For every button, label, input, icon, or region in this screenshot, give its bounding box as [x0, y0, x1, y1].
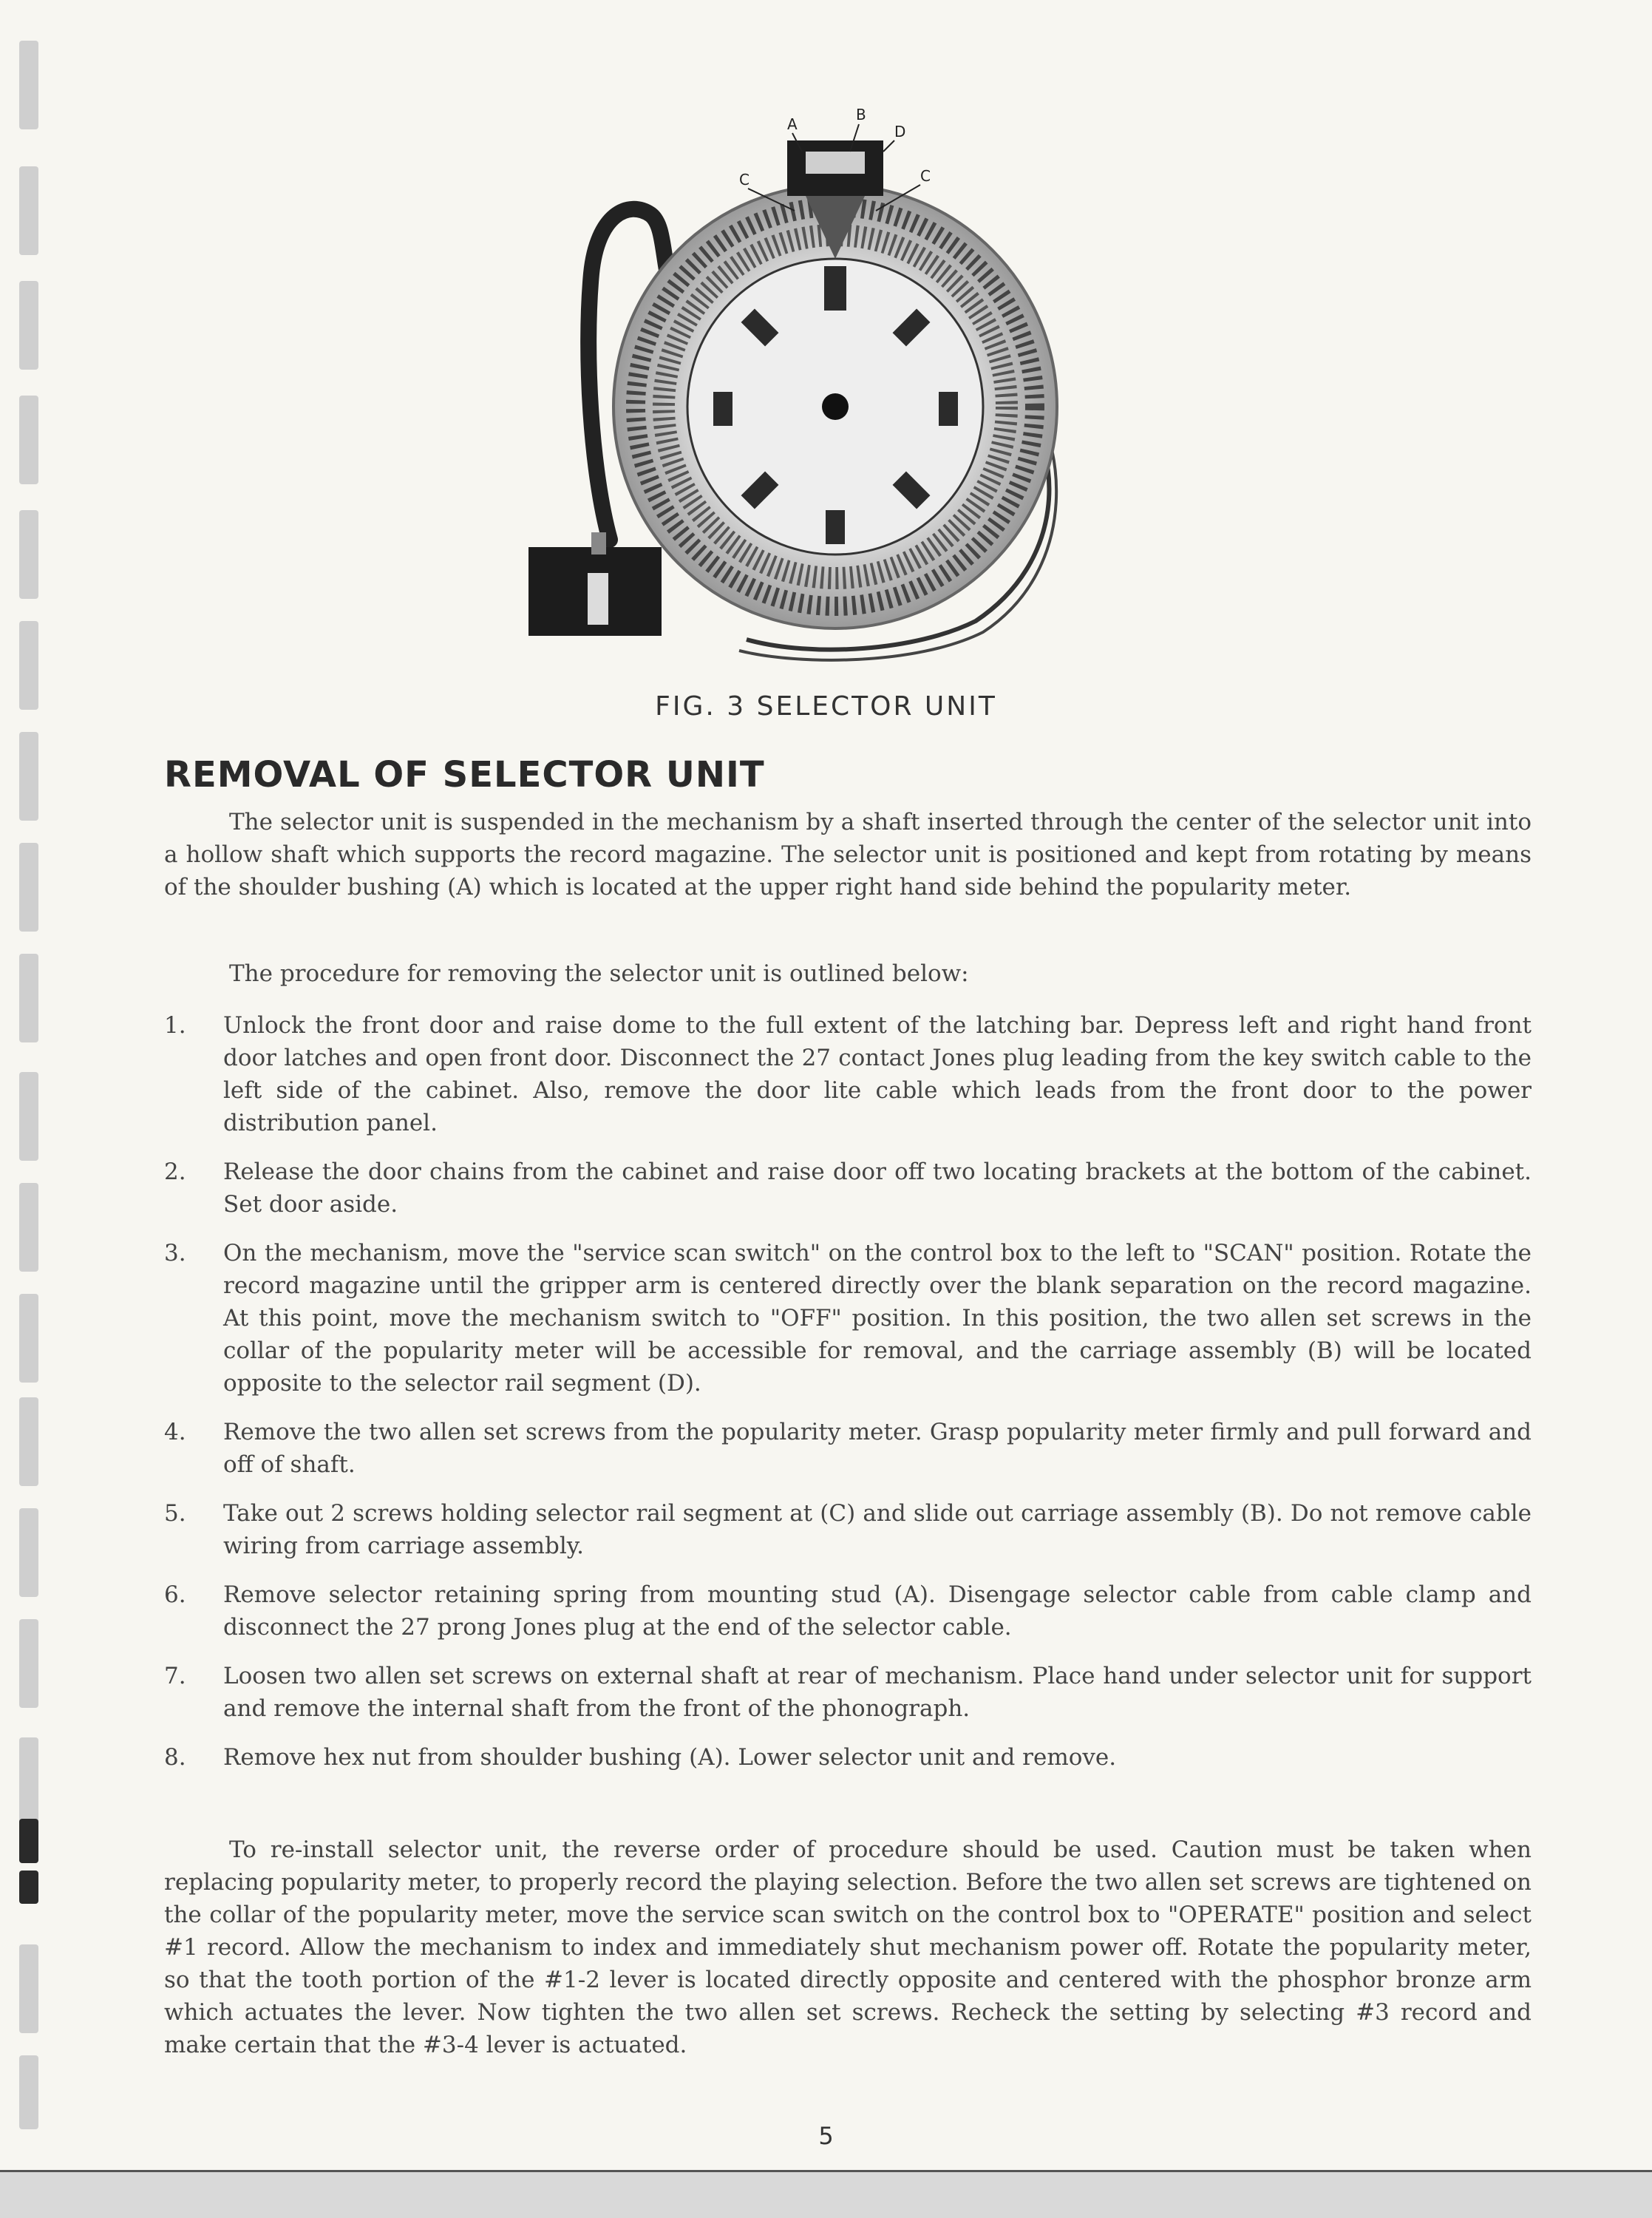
callout-c-right: C: [920, 167, 931, 185]
list-item: [164, 1741, 1532, 1774]
step-text: Remove hex nut from shoulder bushing (A). Lower selector unit and remove.: [223, 1744, 1117, 1771]
step-text: Remove the two allen set screws from the popularity meter. Grasp popularity meter firmly and pull forward and off of shaft.: [223, 1419, 1532, 1478]
binding-holes: [13, 0, 43, 2129]
step-text: Unlock the front door and raise dome to the full extent of the latching bar. Depress left and right hand front door latches and open front door. Disconnect the 27 contact Jones plug leading from the key switch cable to the left side of the cabinet. Also, remove the door lite cable which leads from the front door to the power distribution panel.: [223, 1012, 1532, 1136]
step-text: Loosen two allen set screws on external shaft at rear of mechanism. Place hand under selector unit for support and remove the internal shaft from the front of the phonograph.: [223, 1663, 1532, 1722]
step-text: On the mechanism, move the "service scan switch" on the control box to the left to "SCAN" position. Rotate the record magazine until the gripper arm is centered directly over the blank separation on the record magazine. At this point, move the mechanism switch to "OFF" position. In this position, the two allen set screws in the collar of the popularity meter will be accessible for removal, and the carriage assembly (B) will be located opposite to the selector rail segment (D).: [223, 1240, 1532, 1397]
binding-hole: [19, 510, 38, 599]
step-text: Remove selector retaining spring from mounting stud (A). Disengage selector cable from cable clamp and disconnect the 27 prong Jones plug at the end of the selector cable.: [223, 1581, 1532, 1641]
binding-hole: [19, 1294, 38, 1383]
selector-unit-photo: [503, 89, 1109, 665]
figure-caption: FIG. 3 SELECTOR UNIT: [655, 691, 997, 722]
list-item: [164, 1416, 1532, 1481]
binding-hole: [19, 41, 38, 129]
procedure-lead: The procedure for removing the selector unit is outlined below:: [229, 960, 969, 987]
binding-hole: [19, 843, 38, 932]
callout-a: A: [787, 115, 798, 133]
step-number: 8.: [164, 1744, 186, 1771]
step-number: 3.: [164, 1240, 186, 1266]
step-number: 1.: [164, 1012, 186, 1039]
list-item: [164, 1660, 1532, 1725]
binding-hole: [19, 166, 38, 255]
binding-hole: [19, 1819, 38, 1863]
list-item: [164, 1156, 1532, 1221]
intro-paragraph: The selector unit is suspended in the mechanism by a shaft inserted through the center of the selector unit into a hollow shaft which supports the record magazine. The selector unit is positioned and kept from rotating by means of the shoulder bushing (A) which is located at the upper right hand side behind the popularity meter.: [164, 809, 1532, 901]
binding-hole: [19, 1944, 38, 2033]
section-title: REMOVAL OF SELECTOR UNIT: [164, 754, 765, 796]
binding-hole: [19, 954, 38, 1042]
step-text: Take out 2 screws holding selector rail segment at (C) and slide out carriage assembly (B). Do not remove cable wiring from carriage assembly.: [223, 1500, 1532, 1559]
step-number: 4.: [164, 1419, 186, 1445]
callout-d: D: [894, 123, 906, 140]
step-number: 2.: [164, 1159, 186, 1185]
step-number: 7.: [164, 1663, 186, 1689]
step-number: 5.: [164, 1500, 186, 1527]
callout-b: B: [856, 106, 866, 123]
procedure-steps: [164, 1009, 1532, 1790]
binding-hole: [19, 1871, 38, 1904]
list-item: [164, 1009, 1532, 1139]
binding-hole: [19, 1072, 38, 1161]
binding-hole: [19, 396, 38, 484]
binding-hole: [19, 732, 38, 821]
binding-hole: [19, 1397, 38, 1486]
binding-hole: [19, 2055, 38, 2129]
list-item: [164, 1237, 1532, 1400]
binding-hole: [19, 1508, 38, 1597]
bottom-scan-band: [0, 2172, 1652, 2218]
step-number: 6.: [164, 1581, 186, 1608]
binding-hole: [19, 1183, 38, 1272]
reinstall-paragraph: To re-install selector unit, the reverse order of procedure should be used. Caution must be taken when replacing popularity meter, to properly record the playing selection. Before the two allen set screws are tightened on the collar of the popularity meter, move the service scan switch on the control box to "OPERATE" position and select #1 record. Allow the mechanism to index and immediately shut mechanism power off. Rotate the popularity meter, so that the tooth portion of the #1-2 lever is located directly opposite and centered with the phosphor bronze arm which actuates the lever. Now tighten the two allen set screws. Recheck the setting by selecting #3 record and make certain that the #3-4 lever is actuated.: [164, 1837, 1532, 2058]
step-text: Release the door chains from the cabinet and raise door off two locating brackets at the bottom of the cabinet. Set door aside.: [223, 1159, 1532, 1218]
list-item: [164, 1497, 1532, 1562]
binding-hole: [19, 1619, 38, 1708]
callout-c-left: C: [739, 171, 749, 189]
list-item: [164, 1578, 1532, 1644]
binding-hole: [19, 1737, 38, 1826]
binding-hole: [19, 281, 38, 370]
page-number: 5: [818, 2122, 834, 2150]
